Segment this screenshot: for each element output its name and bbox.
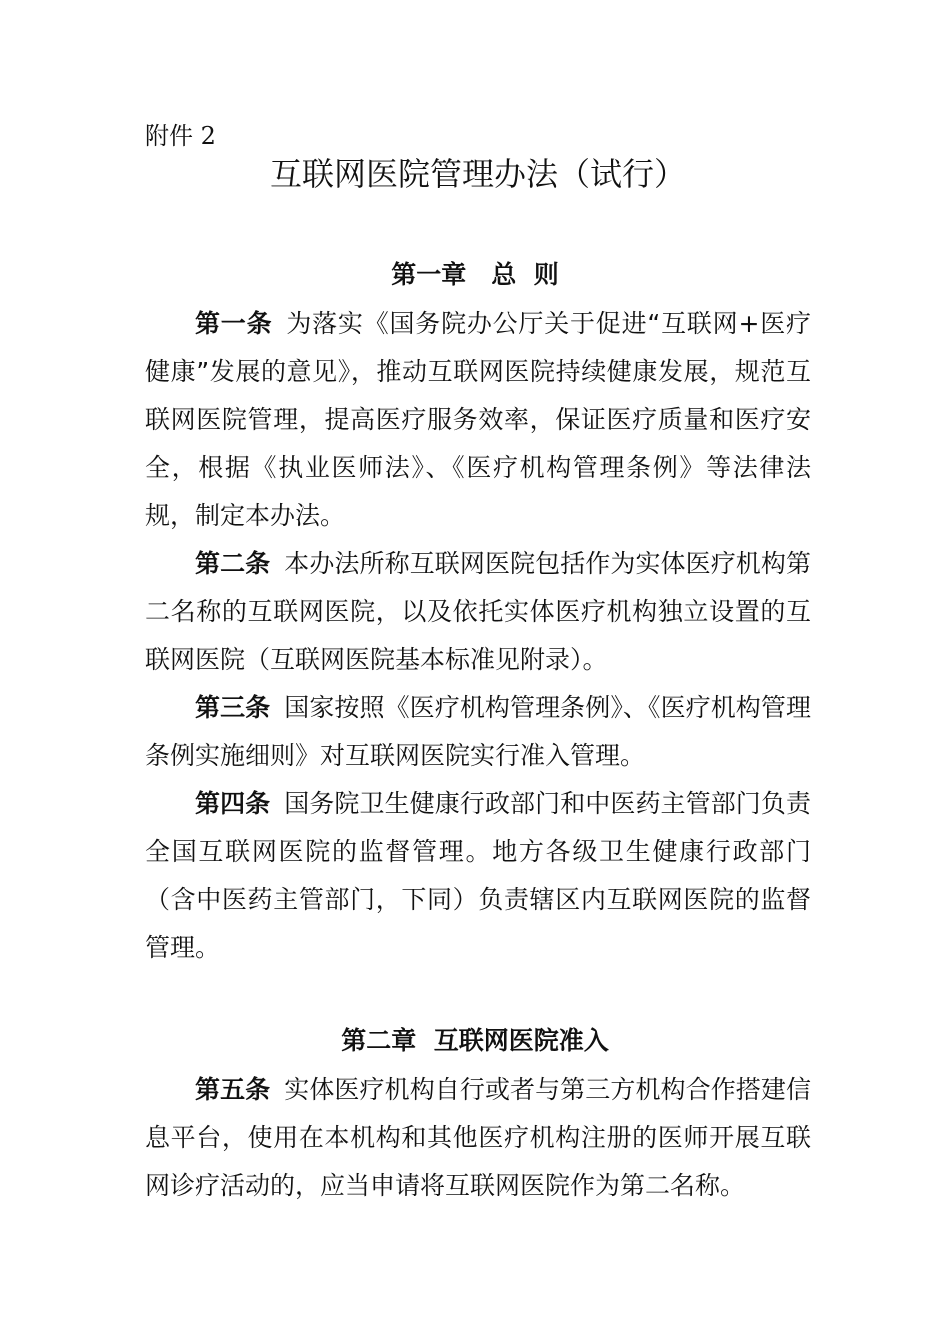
- article-label: 第四条: [195, 789, 271, 818]
- article-paragraph: [145, 684, 811, 780]
- article-text: 国务院卫生健康行政部门和中医药主管部门负责全国互联网医院的监督管理。地方各级卫生健康行政部门（含中医药主管部门，下同）负责辖区内互联网医院的监督管理。: [145, 789, 811, 962]
- article-label: 第一条: [195, 309, 273, 338]
- chapter-heading: 第一章 总 则: [391, 260, 559, 289]
- article-text: 国家按照《医疗机构管理条例》、《医疗机构管理条例实施细则》对互联网医院实行准入管理。: [145, 693, 811, 770]
- article-paragraph: [145, 1066, 811, 1210]
- article-paragraph: [145, 780, 811, 972]
- article-label: 第五条: [195, 1075, 271, 1104]
- document-title: 互联网医院管理办法（试行）: [269, 155, 686, 193]
- article-text: 实体医疗机构自行或者与第三方机构合作搭建信息平台，使用在本机构和其他医疗机构注册的医师开展互联网诊疗活动的，应当申请将互联网医院作为第二名称。: [145, 1075, 811, 1200]
- attachment-label: 附件 2: [145, 122, 216, 150]
- chapter-heading: 第二章 互联网医院准入: [341, 1026, 609, 1055]
- article-paragraph: [145, 300, 811, 540]
- article-text: 为落实《国务院办公厅关于促进“互联网+医疗健康”发展的意见》，推动互联网医院持续健康发展，规范互联网医院管理，提高医疗服务效率，保证医疗质量和医疗安全，根据《执业医师法》、《医疗机构管理条例》等法律法规，制定本办法。: [145, 309, 811, 530]
- article-label: 第二条: [195, 549, 271, 578]
- article-label: 第三条: [195, 693, 271, 722]
- article-text: 本办法所称互联网医院包括作为实体医疗机构第二名称的互联网医院，以及依托实体医疗机构独立设置的互联网医院（互联网医院基本标准见附录）。: [145, 549, 811, 674]
- article-paragraph: [145, 540, 811, 684]
